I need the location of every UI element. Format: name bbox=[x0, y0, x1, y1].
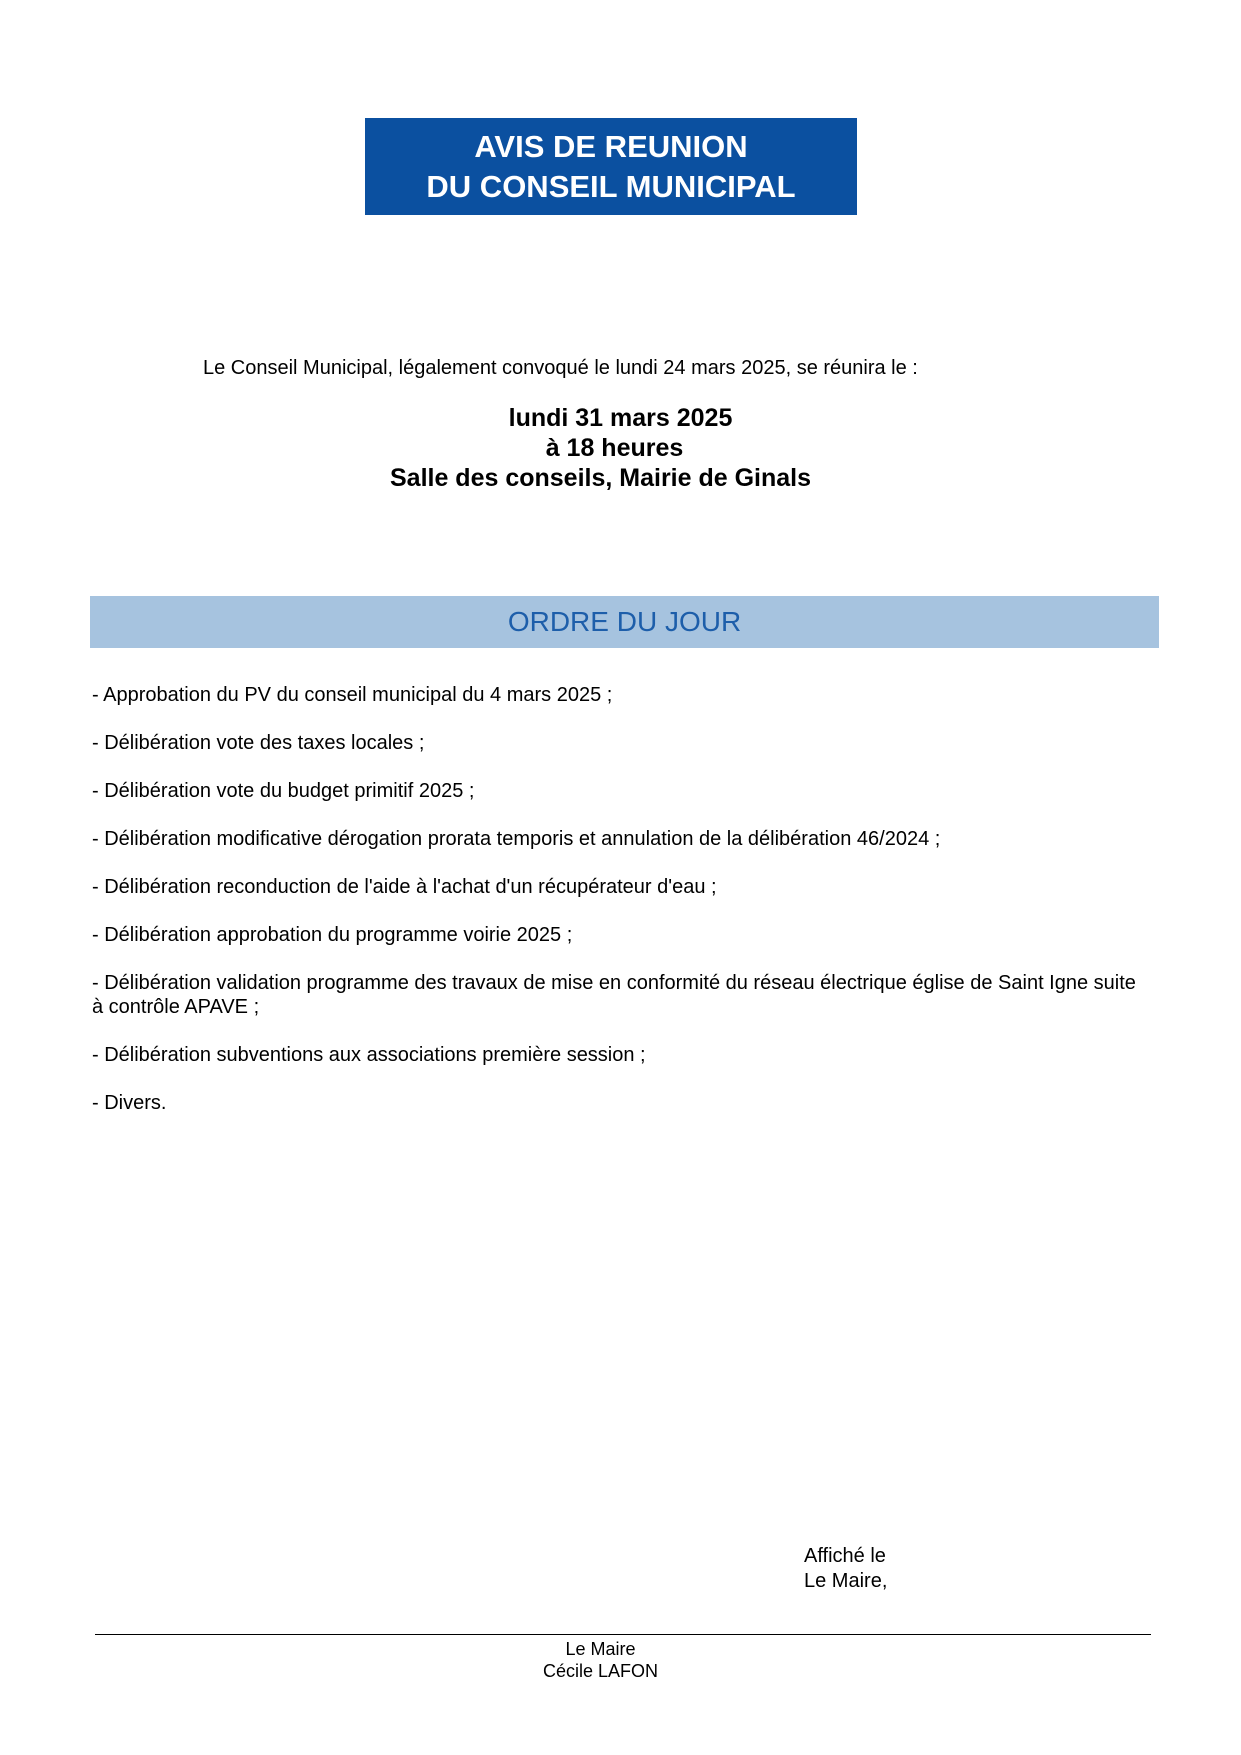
agenda-item: - Délibération vote des taxes locales ; bbox=[92, 732, 425, 754]
agenda-item: - Délibération validation programme des travaux de mise en conformité du réseau électrique église de Saint Igne suite à contrôle APAVE ; bbox=[92, 972, 1136, 1018]
mayor-label: Le Maire, bbox=[804, 1570, 888, 1592]
agenda-header: ORDRE DU JOUR bbox=[90, 596, 1159, 648]
agenda-item: - Délibération subventions aux associations première session ; bbox=[92, 1044, 646, 1066]
meeting-place: Salle des conseils, Mairie de Ginals bbox=[389, 464, 812, 492]
agenda-list bbox=[92, 683, 1152, 1139]
notice-title-banner bbox=[365, 118, 857, 215]
posted-label: Affiché le bbox=[804, 1545, 886, 1567]
agenda-item: - Divers. bbox=[92, 1092, 167, 1114]
signature-role: Le Maire bbox=[565, 1639, 636, 1659]
meeting-details bbox=[0, 403, 1241, 493]
signature-divider bbox=[95, 1634, 1151, 1635]
convocation-intro: Le Conseil Municipal, légalement convoqué le lundi 24 mars 2025, se réunira le : bbox=[203, 357, 918, 379]
meeting-time: à 18 heures bbox=[545, 434, 684, 462]
notice-title-line2: DU CONSEIL MUNICIPAL bbox=[426, 168, 796, 204]
agenda-item: - Délibération modificative dérogation prorata temporis et annulation de la délibération 46/2024 ; bbox=[92, 828, 941, 850]
agenda-item: - Approbation du PV du conseil municipal du 4 mars 2025 ; bbox=[92, 684, 613, 706]
meeting-date: lundi 31 mars 2025 bbox=[508, 404, 733, 432]
agenda-item: - Délibération approbation du programme voirie 2025 ; bbox=[92, 924, 573, 946]
agenda-item: - Délibération vote du budget primitif 2025 ; bbox=[92, 780, 475, 802]
posting-block bbox=[804, 1544, 887, 1594]
signature-block bbox=[0, 1638, 1241, 1682]
agenda-item: - Délibération reconduction de l'aide à l'achat d'un récupérateur d'eau ; bbox=[92, 876, 717, 898]
notice-title-line1: AVIS DE REUNION bbox=[474, 128, 748, 164]
signature-name: Cécile LAFON bbox=[542, 1661, 659, 1681]
